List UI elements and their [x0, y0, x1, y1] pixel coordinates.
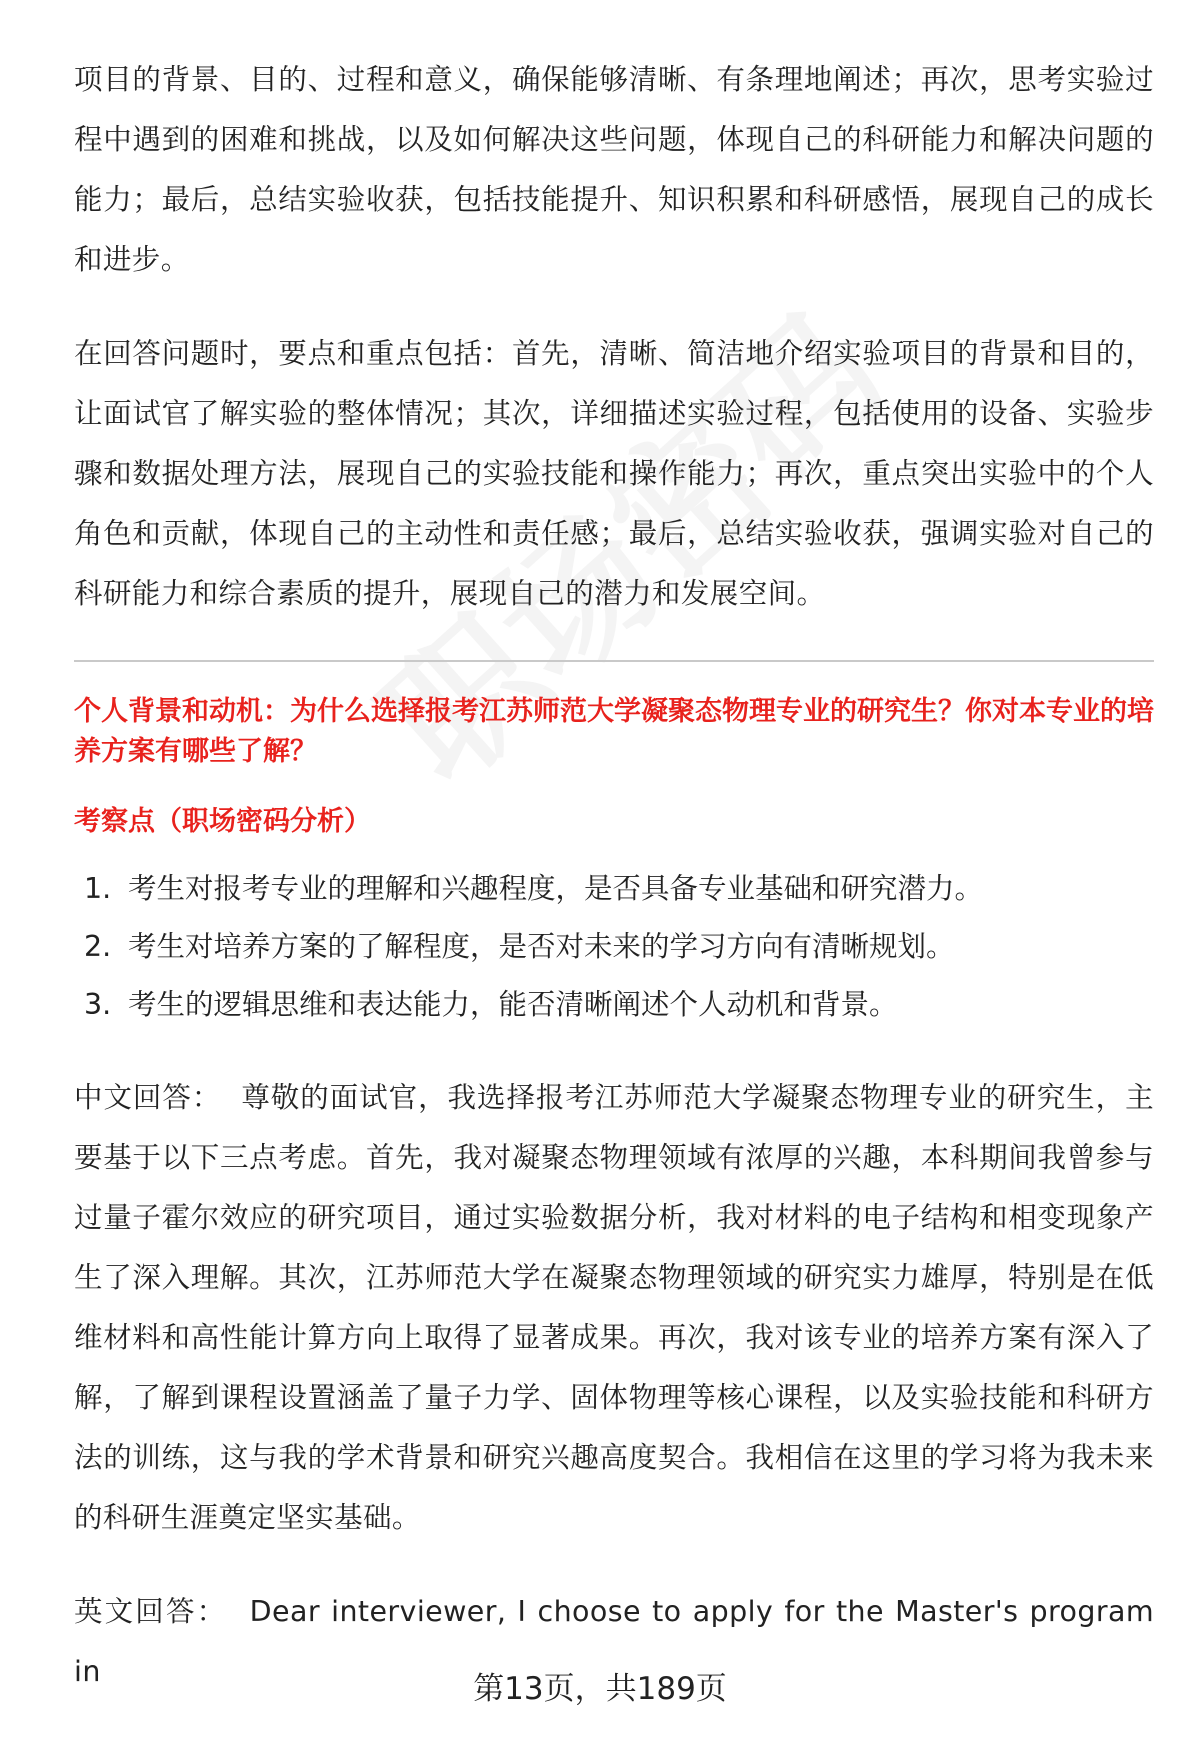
- focus-heading: 考察点（职场密码分析）: [74, 806, 371, 837]
- list-item: [74, 918, 1154, 976]
- answer-chinese-text: 尊敬的面试官，我选择报考江苏师范大学凝聚态物理专业的研究生，主要基于以下三点考虑。首先，我对凝聚态物理领域有浓厚的兴趣，本科期间我曾参与过量子霍尔效应的研究项目，通过实验数据分析，我对材料的电子结构和相变现象产生了深入理解。其次，江苏师范大学在凝聚态物理领域的研究实力雄厚，特别是在低维材料和高性能计算方向上取得了显著成果。再次，我对该专业的培养方案有深入了解，了解到课程设置涵盖了量子力学、固体物理等核心课程，以及实验技能和科研方法的训练，这与我的学术背景和研究兴趣高度契合。我相信在这里的学习将为我未来的科研生涯奠定坚实基础。: [74, 1081, 1154, 1534]
- answer-english-label: 英文回答：: [74, 1595, 228, 1628]
- list-item-number: 1.: [84, 872, 112, 905]
- section-divider: [74, 660, 1154, 662]
- page-content: [74, 50, 1154, 1702]
- list-item-text: 考生对报考专业的理解和兴趣程度，是否具备专业基础和研究潜力。: [128, 872, 984, 905]
- list-item-text: 考生对培养方案的了解程度，是否对未来的学习方向有清晰规划。: [128, 930, 955, 963]
- page-footer: 第13页，共189页: [473, 1671, 727, 1707]
- answer-chinese-label: 中文回答：: [74, 1081, 222, 1114]
- list-item-number: 2.: [84, 930, 112, 963]
- list-item-number: 3.: [84, 988, 112, 1021]
- paragraph-key-points: 在回答问题时，要点和重点包括：首先，清晰、简洁地介绍实验项目的背景和目的，让面试官了解实验的整体情况；其次，详细描述实验过程，包括使用的设备、实验步骤和数据处理方法，展现自己的实验技能和操作能力；再次，重点突出实验中的个人角色和贡献，体现自己的主动性和责任感；最后，总结实验收获，强调实验对自己的科研能力和综合素质的提升，展现自己的潜力和发展空间。: [74, 337, 1154, 610]
- list-item: [74, 860, 1154, 918]
- paragraph-intro: 项目的背景、目的、过程和意义，确保能够清晰、有条理地阐述；再次，思考实验过程中遇到的困难和挑战，以及如何解决这些问题，体现自己的科研能力和解决问题的能力；最后，总结实验收获，包括技能提升、知识积累和科研感悟，展现自己的成长和进步。: [74, 63, 1154, 276]
- focus-list: [74, 860, 1154, 1034]
- question-heading: 个人背景和动机：为什么选择报考江苏师范大学凝聚态物理专业的研究生？你对本专业的培养方案有哪些了解？: [74, 696, 1154, 767]
- answer-chinese: [74, 1068, 1154, 1548]
- list-item-text: 考生的逻辑思维和表达能力，能否清晰阐述个人动机和背景。: [128, 988, 898, 1021]
- answer-english-text: Dear interviewer, I choose to apply for the Master's program in: [74, 1595, 1154, 1688]
- list-item: [74, 976, 1154, 1034]
